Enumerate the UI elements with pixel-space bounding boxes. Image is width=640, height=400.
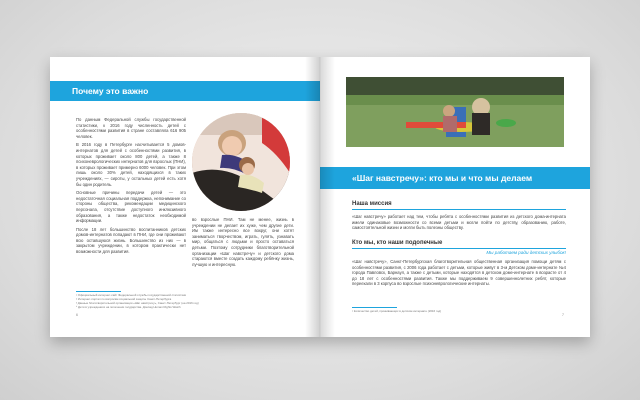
who-text: «Шаг навстречу», Санкт-Петербургская благотворительная общественная организация помощи детям с особенностями развития, с 2006 года работает с детьми, которые живут в 3-м Детском доме-интернате №4 города Павловск, Барнаул, а также с детьми, которые находятся в детском доме-интернате в возрасте от 4 до 18 лет с особенностями развития. Также мы поддерживаем 9 совершеннолетних ребят, которые переехали в 3 корпуса во взрослые психоневрологические интернаты.: [352, 259, 566, 287]
footnote: ³ Данные благотворительной организации «Шаг навстречу», Санкт-Петербург (на 2016 год): [76, 301, 199, 305]
footnote-divider: [352, 307, 397, 308]
footnote: ⁴ Дети в учреждениях на попечении государства. Доклад Human Rights Watch: [76, 305, 181, 309]
brochure-spread: [50, 57, 590, 337]
right-page: [320, 57, 590, 337]
right-heading: «Шаг навстречу»: кто мы и что мы делаем: [320, 167, 590, 189]
paragraph: В 2016 году в Петербурге насчитывается 5 домов-интернатов для детей с особенностями развития, в которых проживает около 800 детей, а также 8 психоневрологических интернатов для взрослых (ПНИ), в которых проживает примерно 6000 человек. При этом лишь около 30% детей, находящихся в таких учреждениях, — сироты, у остальных детей есть хотя бы один родитель.: [76, 142, 186, 187]
playground-photo: [346, 77, 564, 147]
quote: Мы работаем ради детских улыбок!: [486, 250, 566, 255]
paragraph: По данным Федеральной службы государственной статистики, к 2016 году численность детей с особенностями развития в стране составляла 616 905 человек.: [76, 117, 186, 139]
mission-divider: [352, 209, 566, 210]
footnote: ¹ Количество детей, проживающих в детском интернате (2016 год): [352, 309, 442, 313]
who-divider: [352, 248, 566, 249]
footnote-divider: [76, 291, 121, 292]
paragraph: После 18 лет большинство воспитанников детских домов-интернатов попадают в ПНИ, где они проживают всю оставшуюся жизнь. Большинство из них — в закрытом учреждении, в котором практически нет возможности для развития.: [76, 226, 186, 255]
footnote: ¹ Официальный интернет-сайт Федеральной службы государственной статистики: [76, 293, 187, 297]
paragraph: Основные причины передачи детей — это недостаточная социальная поддержка, непонимание со стороны общества, рекомендации медицинского персонала, отсутствие доступного инклюзивного образования, а также недостаток необходимой информации.: [76, 190, 186, 224]
left-column-1: [76, 117, 186, 258]
who-title: Кто мы, кто наши подопечные: [352, 240, 443, 246]
left-page: [50, 57, 320, 337]
child-photo: [192, 113, 290, 211]
left-heading: Почему это важно: [50, 81, 320, 101]
page-number: 7: [562, 313, 564, 317]
child-photo-circle: [192, 113, 290, 211]
left-column-2: во взрослые ПНИ. Там не менее, жизнь в учреждении не делает их хуже, чем другие дети. Им также интересно все вокруг, они хотят заниматься творчеством, играть, гулять, узнавать мир, общаться с людьми и просто оставаться детьми. Поэтому сотрудники благотворительной организации «Шаг навстречу» и детского дома стараются вместе создать каждому ребёнку жизнь, лучшую и интересную.: [192, 217, 294, 267]
mission-title: Наша миссия: [352, 201, 392, 207]
footnotes: [76, 293, 296, 309]
playground-image: [346, 77, 564, 147]
mission-text: «Шаг навстречу» работает над тем, чтобы ребята с особенностями развития из детского дома-интерната имели одинаковые возможности со всеми детьми и могли пойти по детству, образованию, работе, самостоятельной жизни и могли быть полезны обществу.: [352, 214, 566, 231]
page-number: 6: [76, 313, 78, 317]
footnote: ² Интернет-портал по вопросам социальной защиты Санкт-Петербурга: [76, 297, 172, 301]
